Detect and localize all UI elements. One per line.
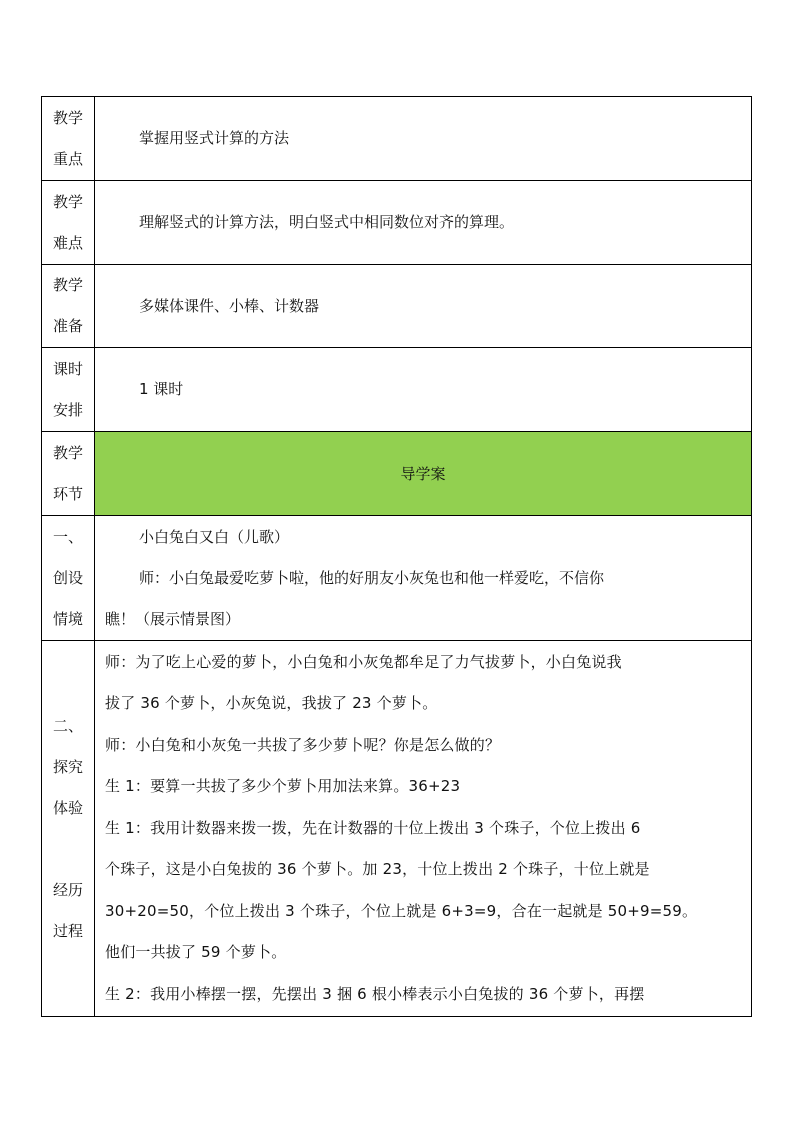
- row-label-section-2: [42, 641, 95, 1017]
- content-line: 30+20=50，个位上拨出 3 个珠子，个位上就是 6+3=9，合在一起就是 50+9=59。: [105, 901, 698, 920]
- content-line: 拔了 36 个萝卜，小灰兔说，我拔了 23 个萝卜。: [105, 694, 438, 713]
- content-text: 多媒体课件、小棒、计数器: [139, 296, 320, 315]
- content-line: 师：为了吃上心爱的萝卜，小白兔和小灰兔都牟足了力气拔萝卜，小白兔说我: [105, 652, 622, 671]
- label-line: 创设: [52, 568, 83, 587]
- label-line: 准备: [52, 317, 83, 335]
- row-label-schedule: [42, 348, 95, 432]
- row-label-key-points: [42, 97, 95, 181]
- preparation-content: [95, 265, 752, 348]
- label-line: 二、: [52, 716, 83, 735]
- label-line: 环节: [52, 484, 83, 503]
- row-label-preparation: [42, 265, 95, 348]
- label-line: 安排: [52, 400, 83, 419]
- label-line: 体验: [52, 798, 83, 817]
- guide-header-text: 导学案: [400, 465, 446, 483]
- label-spacer: [42, 829, 94, 870]
- label-line: 难点: [52, 233, 83, 252]
- content-line: 小白兔白又白（儿歌）: [139, 527, 290, 546]
- schedule-content: [95, 348, 752, 432]
- guide-header-cell: [95, 432, 752, 516]
- content-text: 1 课时: [139, 380, 184, 398]
- label-line: 过程: [52, 921, 83, 940]
- label-line: 情境: [52, 609, 83, 628]
- label-line: 教学: [52, 108, 83, 127]
- label-line: 教学: [52, 192, 83, 211]
- content-text: 理解竖式的计算方法，明白竖式中相同数位对齐的算理。: [139, 213, 515, 231]
- table-row: [42, 265, 752, 348]
- key-points-content: [95, 97, 752, 181]
- lesson-plan-table: [41, 96, 752, 1017]
- table-row: [42, 432, 752, 516]
- label-line: 经历: [52, 880, 83, 899]
- content-line: 师：小白兔最爱吃萝卜啦，他的好朋友小灰兔也和他一样爱吃，不信你: [139, 568, 605, 587]
- difficulties-content: [95, 181, 752, 265]
- content-text: 掌握用竖式计算的方法: [139, 129, 290, 147]
- label-line: 一、: [52, 527, 83, 546]
- table-row: [42, 181, 752, 265]
- label-line: 教学: [52, 443, 83, 462]
- label-line: 探究: [52, 757, 83, 776]
- content-line: 生 1：我用计数器来拨一拨，先在计数器的十位上拨出 3 个珠子，个位上拨出 6: [105, 818, 641, 837]
- label-line: 教学: [52, 276, 83, 294]
- section-1-content: [95, 516, 752, 641]
- table-row: [42, 348, 752, 432]
- section-2-content: [95, 641, 752, 1017]
- content-line: 生 1：要算一共拔了多少个萝卜用加法来算。36+23: [105, 777, 461, 796]
- label-line: 重点: [52, 149, 83, 168]
- table-row: [42, 641, 752, 1017]
- content-line: 瞧！（展示情景图）: [105, 609, 241, 628]
- table-row: [42, 97, 752, 181]
- row-label-teaching-stage: [42, 432, 95, 516]
- table-row: [42, 516, 752, 641]
- content-line: 个珠子，这是小白兔拔的 36 个萝卜。加 23，十位上拨出 2 个珠子，十位上就是: [105, 860, 650, 879]
- content-line: 他们一共拔了 59 个萝卜。: [105, 943, 287, 962]
- content-line: 生 2：我用小棒摆一摆，先摆出 3 捆 6 根小棒表示小白兔拔的 36 个萝卜，再摆: [105, 984, 645, 1003]
- label-line: 课时: [52, 359, 83, 378]
- row-label-difficulties: [42, 181, 95, 265]
- content-line: 师：小白兔和小灰兔一共拔了多少萝卜呢？你是怎么做的？: [105, 735, 501, 754]
- row-label-section-1: [42, 516, 95, 641]
